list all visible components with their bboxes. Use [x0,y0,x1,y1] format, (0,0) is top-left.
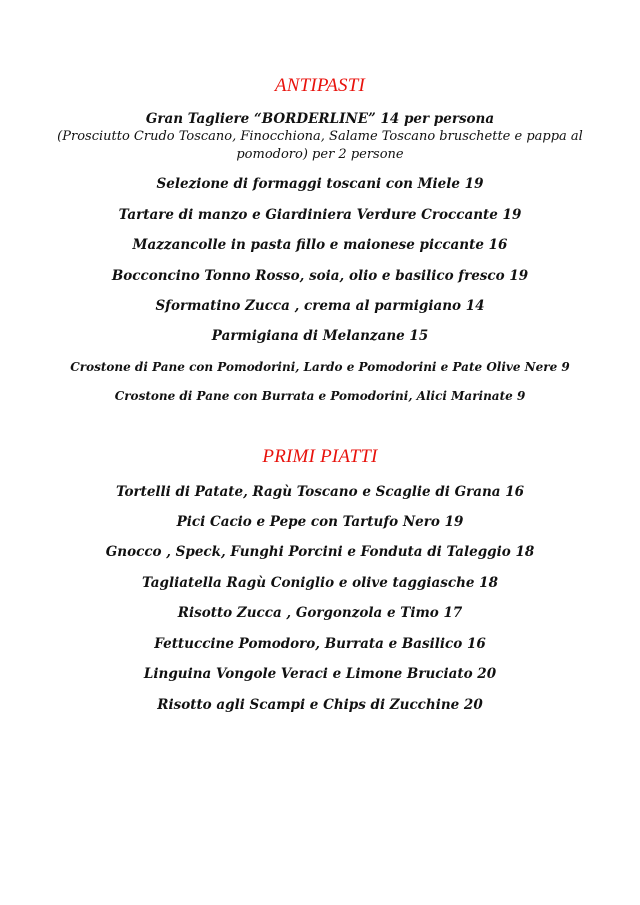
primi-title: PRIMI PIATTI [262,446,378,467]
antipasto-item: Bocconcino Tonno Rosso, soia, olio e basilico fresco 19 [111,268,529,284]
antipasto-item: Tartare di manzo e Giardiniera Verdure Croccante 19 [118,207,522,223]
antipasto-item: Selezione di formaggi toscani con Miele 19 [156,176,484,192]
antipasto-item: Crostone di Pane con Pomodorini, Lardo e Pomodorini e Pate Olive Nere 9 [70,360,570,374]
primo-item: Pici Cacio e Pepe con Tartufo Nero 19 [176,514,464,530]
primo-item: Tagliatella Ragù Coniglio e olive taggiasche 18 [142,575,498,591]
primo-item: Tortelli di Patate, Ragù Toscano e Scaglie di Grana 16 [115,484,525,500]
antipasto-item: Sformatino Zucca , crema al parmigiano 14 [155,298,485,314]
primo-item: Linguina Vongole Veraci e Limone Bruciato 20 [143,666,497,682]
antipasto-item: Parmigiana di Melanzane 15 [211,328,429,344]
primo-item: Fettuccine Pomodoro, Burrata e Basilico 16 [154,636,486,652]
primo-item: Risotto agli Scampi e Chips di Zucchine 20 [157,697,483,713]
antipasti-title: ANTIPASTI [274,75,366,96]
tagliere-name: Gran Tagliere “BORDERLINE” 14 per persona [145,111,495,127]
antipasto-item: Mazzancolle in pasta fillo e maionese piccante 16 [132,237,508,253]
tagliere-note: (Prosciutto Crudo Toscano, Finocchiona, Salame Toscano bruschette e pappa al pomodoro) per 2 persone [57,129,583,162]
antipasto-item: Crostone di Pane con Burrata e Pomodorini, Alici Marinate 9 [114,389,526,403]
primo-item: Risotto Zucca , Gorgonzola e Timo 17 [177,605,463,621]
primo-item: Gnocco , Speck, Funghi Porcini e Fonduta di Taleggio 18 [105,544,535,560]
